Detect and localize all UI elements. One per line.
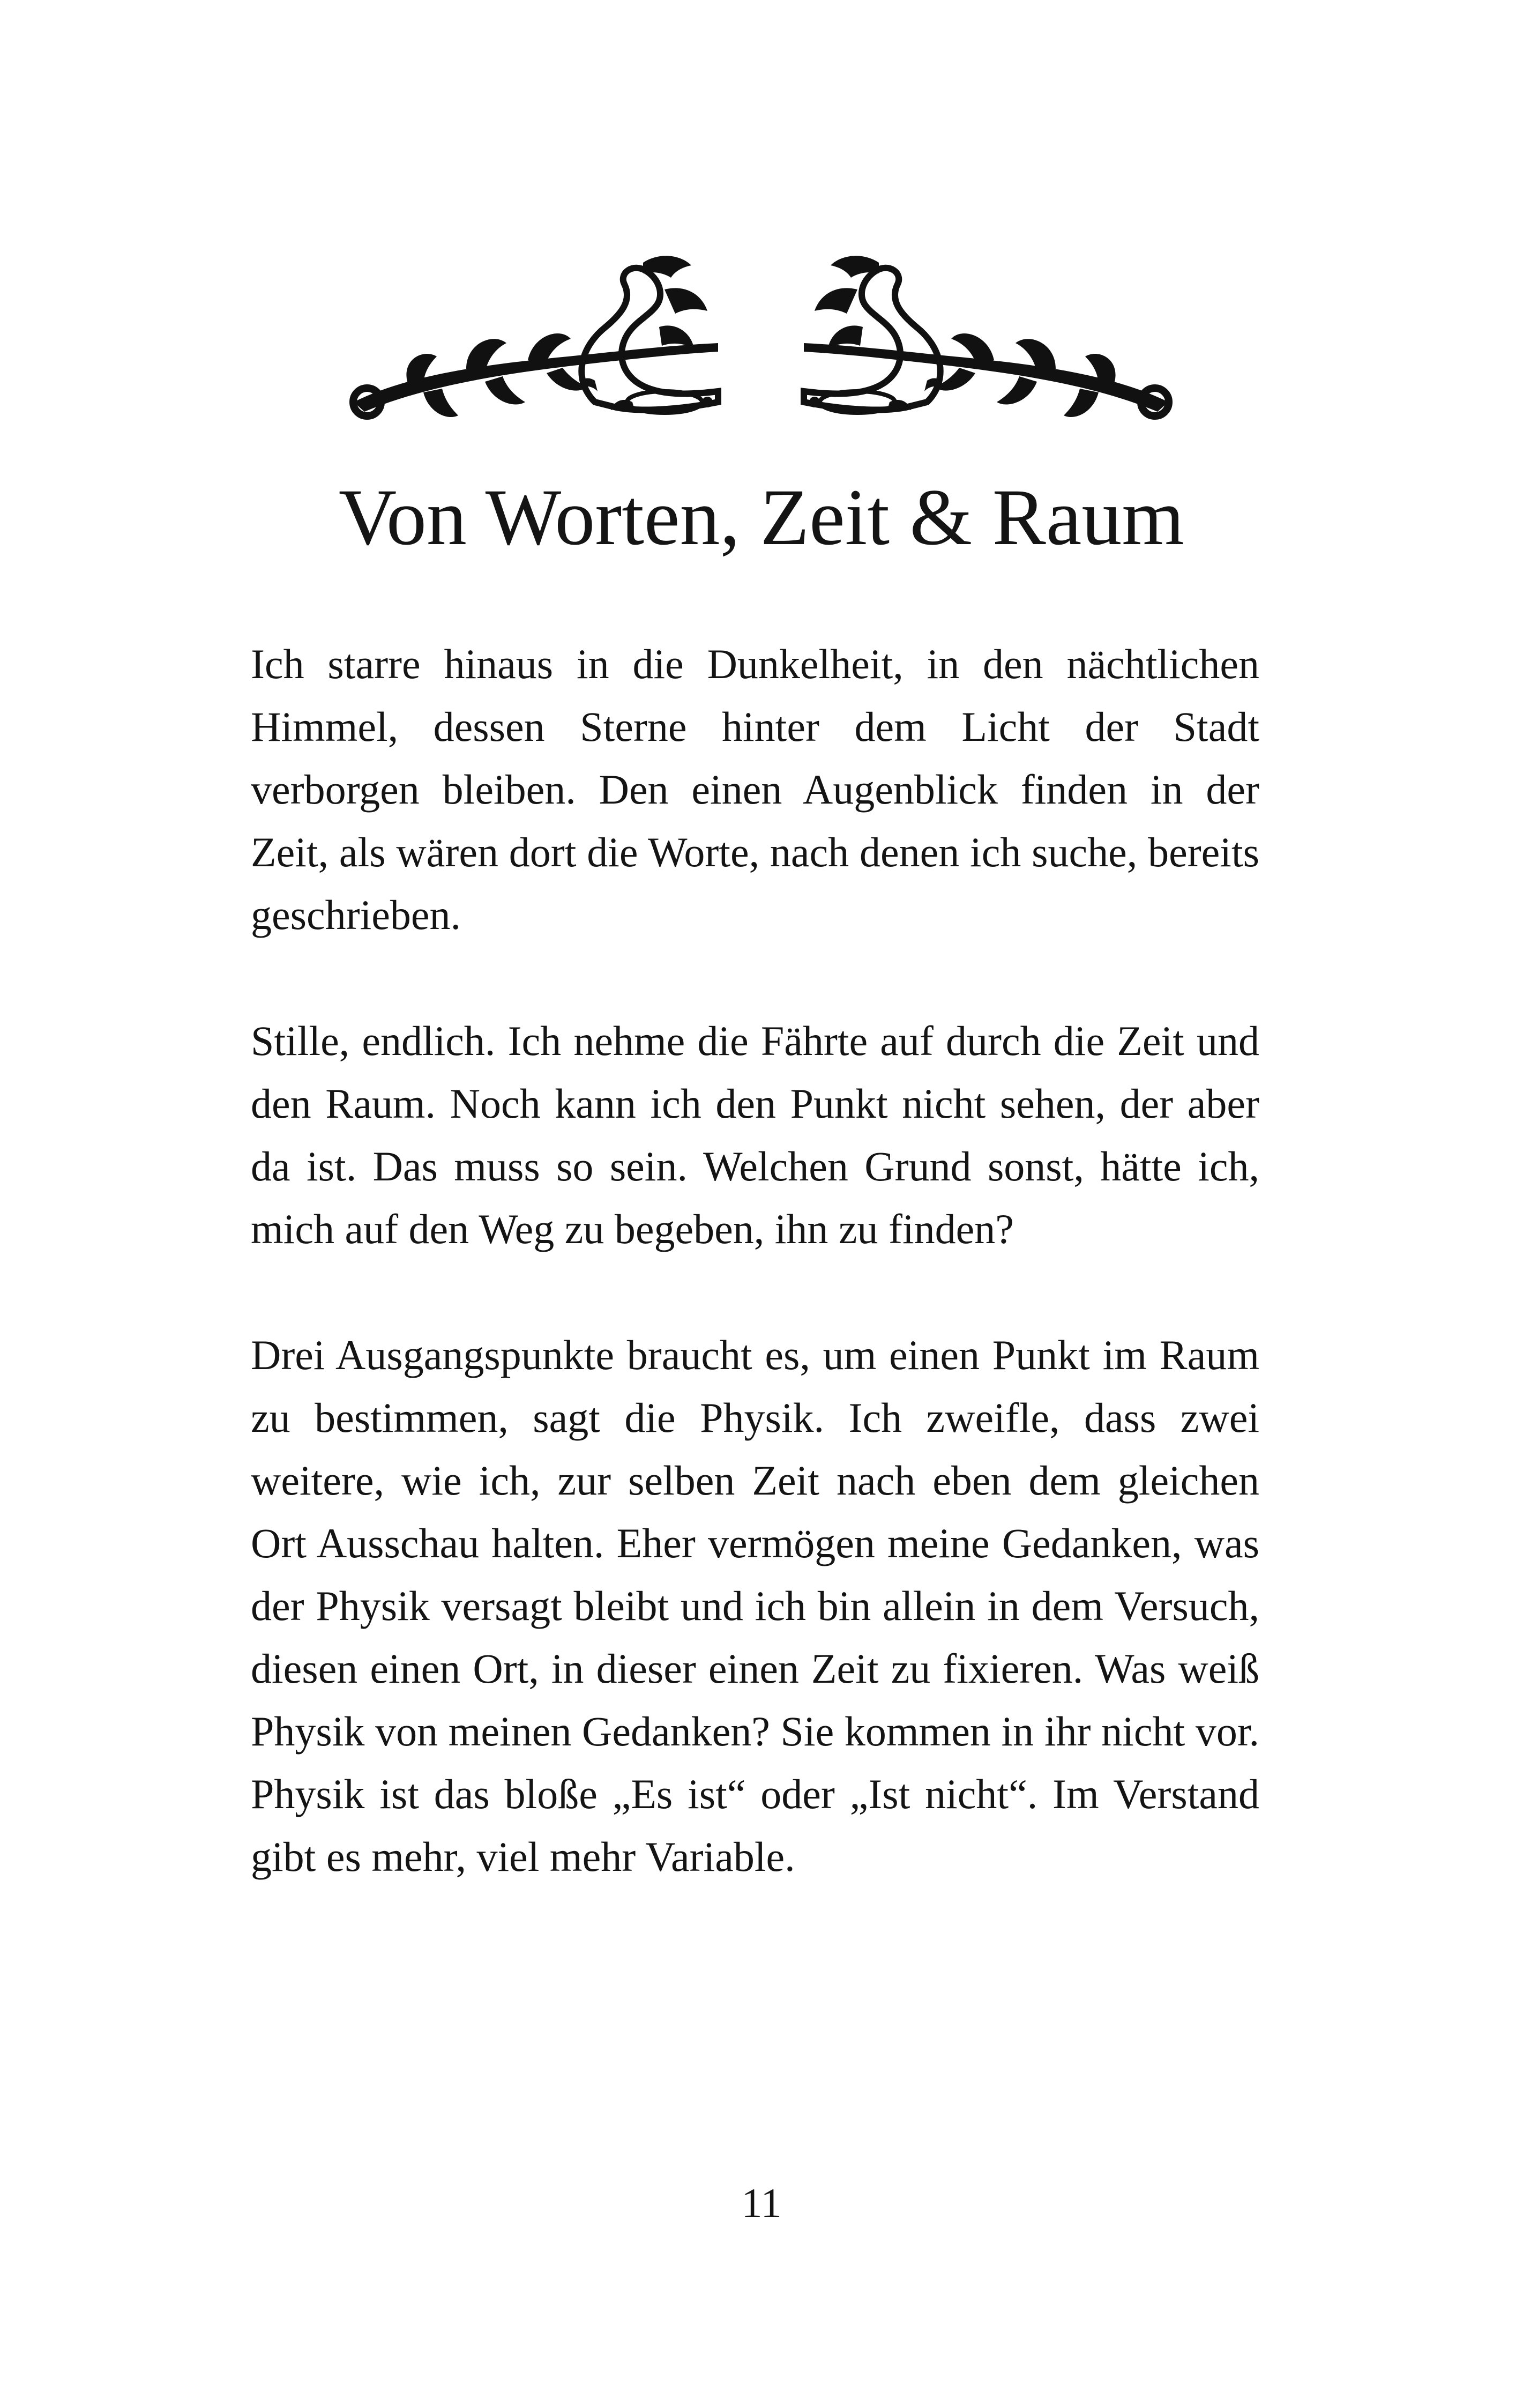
floral-dragon-ornament-icon	[343, 241, 1179, 434]
paragraph-1: Ich starre hinaus in die Dunkelheit, in den nächtlichen Himmel, dessen Sterne hinter dem Licht der Stadt verborgen bleiben. Den einen Augenblick finden in der Zeit, als wären dort die Worte, nach denen ich suche, bereits geschrieben.	[251, 641, 1259, 938]
page-number: 11	[741, 2180, 782, 2226]
body-text	[251, 633, 1259, 1888]
paragraph-3: Drei Ausgangspunkte braucht es, um einen Punkt im Raum zu bestimmen, sagt die Physik. Ich zweifle, dass zwei weitere, wie ich, zur selben Zeit nach eben dem gleichen Ort Ausschau halten. Eher vermögen meine Gedanken, was der Physik versagt bleibt und ich bin allein in dem Versuch, diesen einen Ort, in dieser einen Zeit zu fixieren. Was weiß Physik von meinen Gedanken? Sie kommen in ihr nicht vor. Physik ist das bloße „Es ist“ oder „Ist nicht“. Im Verstand gibt es mehr, viel mehr Variable.	[251, 1332, 1259, 1880]
chapter-title: Von Worten, Zeit & Raum	[338, 473, 1185, 562]
paragraph-2: Stille, endlich. Ich nehme die Fährte auf durch die Zeit und den Raum. Noch kann ich den Punkt nicht sehen, der aber da ist. Das muss so sein. Welchen Grund sonst, hätte ich, mich auf den Weg zu begeben, ihn zu finden?	[251, 1017, 1259, 1252]
